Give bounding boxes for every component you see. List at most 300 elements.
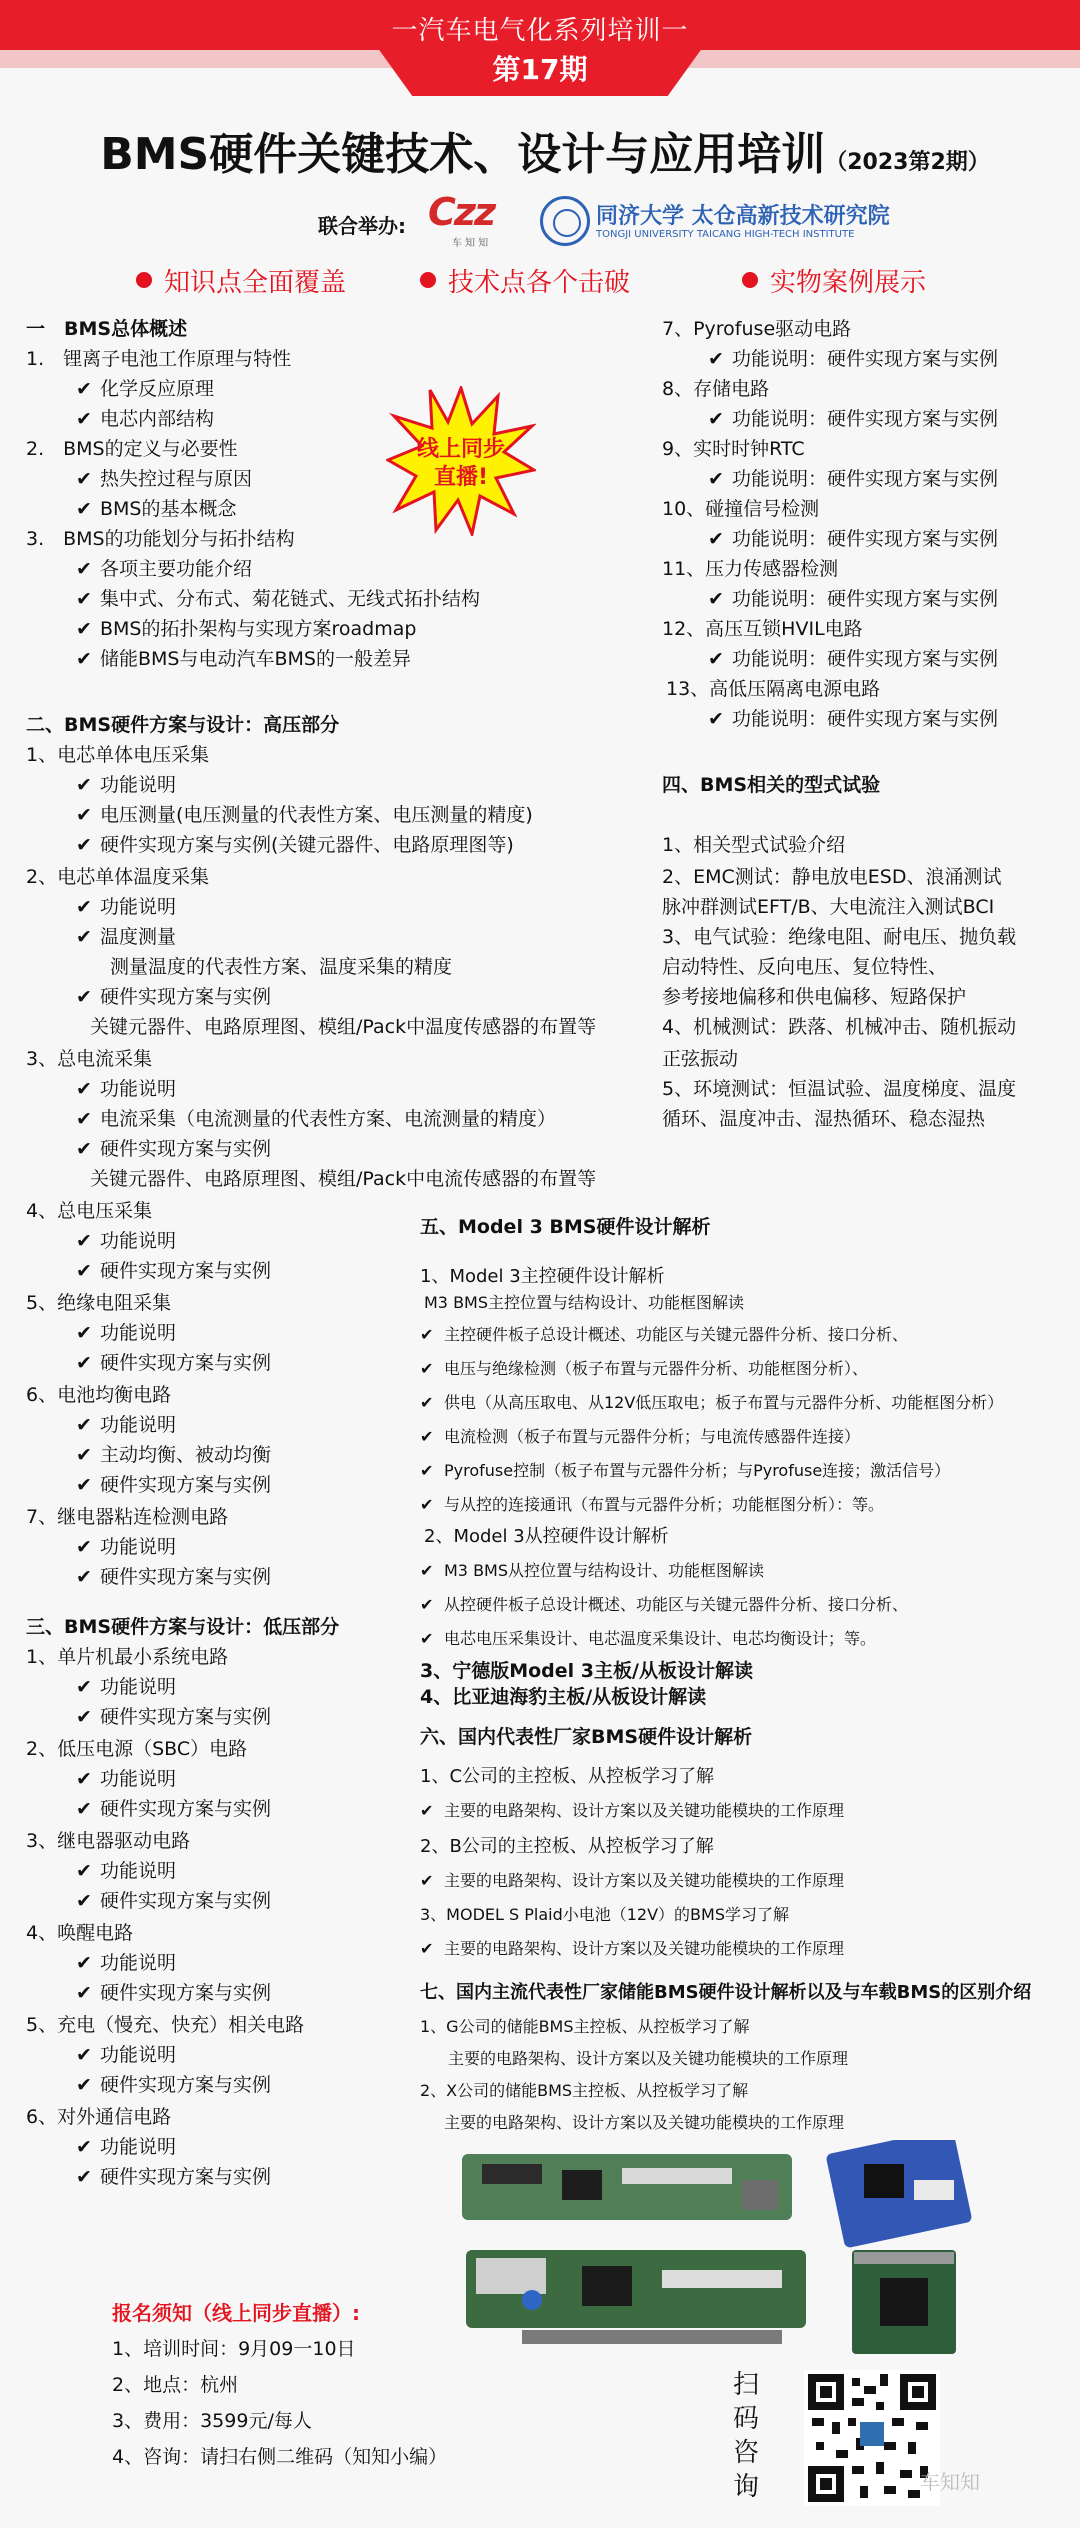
outline-line-text: 硬件实现方案与实例 (100, 1474, 272, 1496)
notice-title: 报名须知（线上同步直播）: (112, 2301, 360, 2325)
pcb-board-3 (466, 2250, 806, 2344)
outline-line (662, 956, 947, 978)
outline-line (420, 1324, 908, 1346)
outline-line (26, 1506, 228, 1528)
outline-line (76, 2166, 271, 2188)
outline-line-text: 温度测量 (100, 926, 177, 948)
outline-line-text: 脉冲群测试EFT/B、大电流注入测试BCI (662, 896, 995, 918)
outline-line (26, 1616, 339, 1638)
outline-line-text: 主控硬件板子总设计概述、功能区与关键元器件分析、接口分析、 (444, 1325, 909, 1344)
check-icon: ✔ (420, 1629, 434, 1648)
outline-line (708, 348, 998, 370)
outline-line-text: 5、环境测试：恒温试验、温度梯度、温度 (662, 1078, 1017, 1100)
series-title: 一汽车电气化系列培训一 (391, 16, 689, 46)
check-icon: ✔ (420, 1325, 434, 1344)
outline-line-text: Pyrofuse控制（板子布置与元器件分析；与Pyrofuse连接；激活信号） (444, 1461, 951, 1480)
outline-line (420, 1836, 714, 1858)
outline-line-text: 11、压力传感器检测 (662, 558, 839, 580)
outline-line (76, 1138, 271, 1160)
outline-line-text: 5、充电（慢充、快充）相关电路 (26, 2014, 305, 2036)
check-icon: ✔ (76, 1444, 92, 1466)
check-icon: ✔ (76, 1536, 92, 1558)
outline-line-text: 功能说明 (100, 1230, 177, 1252)
czz-logo-sub: 车 知 知 (451, 238, 489, 249)
outline-line-text: 硬件实现方案与实例 (100, 1890, 272, 1912)
outline-line-text: 2、低压电源（SBC）电路 (26, 1738, 248, 1760)
outline-line-text: 功能说明 (100, 896, 177, 918)
pcb-board-2 (825, 2140, 972, 2248)
outline-line-text: 6、电池均衡电路 (26, 1384, 172, 1406)
title-subtitle: （2023第2期） (825, 150, 990, 175)
check-icon: ✔ (76, 378, 92, 400)
check-icon: ✔ (76, 408, 92, 430)
outline-line (708, 588, 998, 610)
outline-line (420, 1726, 752, 1748)
check-icon: ✔ (76, 1860, 92, 1882)
check-icon: ✔ (76, 896, 92, 918)
outline-line (420, 1266, 665, 1288)
outline-line (708, 708, 998, 730)
outline-line-text: 10、碰撞信号检测 (662, 498, 820, 520)
outline-line-text: 二、BMS硬件方案与设计：高压部分 (26, 714, 340, 736)
outline-line (110, 956, 452, 978)
check-icon: ✔ (76, 1138, 92, 1160)
outline-line-text: 功能说明 (100, 1952, 177, 1974)
outline-line (708, 408, 998, 430)
outline-line (662, 896, 994, 918)
check-icon: ✔ (76, 2044, 92, 2066)
check-icon: ✔ (76, 834, 92, 856)
check-icon: ✔ (76, 558, 92, 580)
outline-line (26, 1292, 171, 1314)
outline-line-text: 电芯内部结构 (100, 408, 215, 430)
outline-line (76, 774, 176, 796)
outline-line-text: 1. 锂离子电池工作原理与特性 (26, 348, 292, 370)
outline-line (76, 558, 252, 580)
registration-notice (112, 2300, 447, 2470)
check-icon: ✔ (76, 2136, 92, 2158)
outline-line-text: 7、Pyrofuse驱动电路 (662, 318, 852, 340)
outline-line-text: 五、Model 3 BMS硬件设计解析 (420, 1216, 711, 1238)
outline-line (76, 1952, 176, 1974)
outline-line-text: 一 BMS总体概述 (26, 318, 188, 340)
scan-consult-text: 扫码咨询 (732, 2370, 759, 2502)
outline-line (76, 1706, 271, 1728)
outline-line (76, 1414, 176, 1436)
outline-line-text: 电压与绝缘检测（板子布置与元器件分析、功能框图分析）、 (444, 1359, 869, 1378)
starburst-badge (386, 386, 536, 536)
outline-line-text: 硬件实现方案与实例 (100, 1138, 272, 1160)
outline-line (76, 2074, 271, 2096)
outline-line (76, 1676, 176, 1698)
outline-line (662, 1078, 1016, 1100)
outline-line (76, 648, 411, 670)
outline-line (76, 498, 237, 520)
check-icon: ✔ (708, 408, 724, 430)
check-icon: ✔ (76, 498, 92, 520)
check-icon: ✔ (420, 1359, 434, 1378)
outline-line-text: 3、MODEL S Plaid小电池（12V）的BMS学习了解 (420, 1905, 789, 1924)
outline-line (76, 1536, 176, 1558)
outline-line (26, 348, 291, 370)
outline-line (76, 986, 271, 1008)
outline-line (76, 1108, 556, 1130)
outline-line (76, 1322, 176, 1344)
check-icon: ✔ (76, 588, 92, 610)
check-icon: ✔ (76, 1566, 92, 1588)
outline-line-text: 2、EMC测试：静电放电ESD、浪涌测试 (662, 866, 1002, 888)
outline-line (26, 528, 295, 550)
highlight-2: 技术点各个击破 (420, 262, 630, 299)
outline-line-text: 关键元器件、电路原理图、模组/Pack中电流传感器的布置等 (90, 1168, 597, 1190)
outline-line-text: 主要的电路架构、设计方案以及关键功能模块的工作原理 (444, 1939, 845, 1958)
outline-line (662, 438, 805, 460)
outline-line (76, 618, 416, 640)
outline-line (420, 1800, 844, 1822)
outline-line-text: 关键元器件、电路原理图、模组/Pack中温度传感器的布置等 (90, 1016, 597, 1038)
outline-line (26, 1738, 247, 1760)
outline-line (662, 378, 769, 400)
outline-line-text: 硬件实现方案与实例 (100, 1352, 272, 1374)
outline-line (708, 468, 998, 490)
outline-line-text: 功能说明：硬件实现方案与实例 (732, 528, 999, 550)
outline-line (26, 866, 209, 888)
outline-line-text: 功能说明 (100, 1322, 177, 1344)
outline-line (420, 2080, 748, 2102)
check-icon: ✔ (420, 1393, 434, 1412)
outline-line (420, 1766, 714, 1788)
outline-line (662, 618, 863, 640)
outline-line-text: 三、BMS硬件方案与设计：低压部分 (26, 1616, 340, 1638)
outline-line-text: 启动特性、反向电压、复位特性、 (662, 956, 948, 978)
outline-line-text: 测量温度的代表性方案、温度采集的精度 (110, 956, 453, 978)
notice-contact: 4、咨询：请扫右侧二维码（知知小编） (112, 2446, 448, 2468)
issue-number: 第17期 (492, 53, 588, 86)
check-icon: ✔ (76, 1890, 92, 1912)
check-icon: ✔ (420, 1561, 434, 1580)
outline-line (76, 588, 480, 610)
czz-logo (428, 192, 512, 248)
outline-line-text: 功能说明 (100, 1860, 177, 1882)
live-badge-line1: 线上同步 (416, 437, 506, 462)
outline-line-text: 功能说明 (100, 774, 177, 796)
outline-line (666, 678, 880, 700)
outline-line-text: 2、X公司的储能BMS主控板、从控板学习了解 (420, 2081, 749, 2100)
outline-line-text: 2、Model 3从控硬件设计解析 (424, 1526, 669, 1547)
tongji-name-cn: 同济大学 太仓高新技术研究院 (596, 204, 890, 229)
outline-line (76, 1444, 271, 1466)
outline-line (420, 1660, 753, 1682)
outline-line (76, 1078, 176, 1100)
outline-line-text: M3 BMS从控位置与结构设计、功能框图解读 (444, 1561, 765, 1580)
check-icon: ✔ (76, 468, 92, 490)
outline-line-text: 3、继电器驱动电路 (26, 1830, 191, 1852)
outline-line (26, 1922, 133, 1944)
outline-line (76, 804, 533, 826)
outline-line (76, 2044, 176, 2066)
check-icon: ✔ (420, 1595, 434, 1614)
outline-line-text: 硬件实现方案与实例 (100, 986, 272, 1008)
outline-line-text: 电流采集（电流测量的代表性方案、电流测量的精度） (100, 1108, 557, 1130)
check-icon: ✔ (76, 2166, 92, 2188)
outline-line-text: 8、存储电路 (662, 378, 770, 400)
outline-line-text: 各项主要功能介绍 (100, 558, 253, 580)
outline-line (26, 438, 238, 460)
check-icon: ✔ (708, 468, 724, 490)
check-icon: ✔ (420, 1871, 434, 1890)
check-icon: ✔ (76, 926, 92, 948)
outline-line-text: 功能说明 (100, 2136, 177, 2158)
outline-line (420, 1426, 860, 1448)
notice-fee: 3、费用：3599元/每人 (112, 2410, 312, 2432)
outline-line-text: 硬件实现方案与实例(关键元器件、电路原理图等) (100, 834, 514, 856)
outline-line (76, 1798, 271, 1820)
outline-line (76, 2136, 176, 2158)
outline-line-text: 硬件实现方案与实例 (100, 1798, 272, 1820)
check-icon: ✔ (708, 348, 724, 370)
outline-line-text: 2、B公司的主控板、从控板学习了解 (420, 1836, 714, 1857)
outline-line-text: 参考接地偏移和供电偏移、短路保护 (662, 986, 967, 1008)
outline-line-text: 7、继电器粘连检测电路 (26, 1506, 229, 1528)
outline-line-text: 储能BMS与电动汽车BMS的一般差异 (100, 648, 411, 670)
highlight-1: 知识点全面覆盖 (136, 262, 346, 299)
outline-line-text: 功能说明 (100, 1078, 177, 1100)
check-icon: ✔ (76, 1676, 92, 1698)
outline-line-text: BMS的基本概念 (100, 498, 237, 520)
outline-line-text: 电流检测（板子布置与元器件分析；与电流传感器件连接） (444, 1427, 861, 1446)
outline-line-text: 电压测量(电压测量的代表性方案、电压测量的精度) (100, 804, 533, 826)
outline-line-text: 主要的电路架构、设计方案以及关键功能模块的工作原理 (444, 1871, 845, 1890)
outline-line-text: 主动均衡、被动均衡 (100, 1444, 272, 1466)
check-icon: ✔ (76, 1260, 92, 1282)
outline-line-text: 1、单片机最小系统电路 (26, 1646, 229, 1668)
outline-line-text: 功能说明：硬件实现方案与实例 (732, 468, 999, 490)
outline-line-text: 1、Model 3主控硬件设计解析 (420, 1266, 665, 1287)
live-badge-line2: 直播! (433, 465, 489, 490)
check-icon: ✔ (76, 1706, 92, 1728)
outline-line (420, 1870, 844, 1892)
bullet-dot-icon (136, 272, 152, 288)
outline-line (76, 378, 214, 400)
check-icon: ✔ (76, 774, 92, 796)
outline-line-text: 集中式、分布式、菊花链式、无线式拓扑结构 (100, 588, 481, 610)
check-icon: ✔ (420, 1939, 434, 1958)
outline-line-text: 1、G公司的储能BMS主控板、从控板学习了解 (420, 2017, 750, 2036)
outline-line (26, 1200, 152, 1222)
outline-line-text: 9、实时时钟RTC (662, 438, 805, 460)
outline-line (420, 1686, 706, 1708)
outline-line (26, 744, 209, 766)
outline-line-text: 功能说明 (100, 1536, 177, 1558)
outline-line (420, 1392, 1003, 1414)
outline-line-text: 从控硬件板子总设计概述、功能区与关键元器件分析、接口分析、 (444, 1595, 909, 1614)
check-icon: ✔ (708, 708, 724, 730)
outline-line (76, 1230, 176, 1252)
outline-line-text: 功能说明：硬件实现方案与实例 (732, 588, 999, 610)
outline-line-text: 4、机械测试：跌落、机械冲击、随机振动 (662, 1016, 1017, 1038)
outline-line (76, 1352, 271, 1374)
organizers-label: 联合举办: (318, 214, 406, 238)
outline-line (420, 1938, 844, 1960)
outline-line (662, 1048, 738, 1070)
watermark-text: 车知知 (920, 2470, 980, 2494)
outline-line (26, 2014, 304, 2036)
check-icon: ✔ (76, 2074, 92, 2096)
check-icon: ✔ (708, 588, 724, 610)
highlight-3: 实物案例展示 (742, 262, 926, 299)
check-icon: ✔ (420, 1801, 434, 1820)
outline-line-text: 3、总电流采集 (26, 1048, 153, 1070)
outline-line-text: M3 BMS主控位置与结构设计、功能框图解读 (424, 1293, 745, 1312)
outline-line-text: 4、总电压采集 (26, 1200, 153, 1222)
outline-line (420, 1904, 789, 1926)
outline-line (662, 866, 1001, 888)
czz-logo-mark: Czz (428, 190, 495, 234)
outline-line-text: 13、高低压隔离电源电路 (666, 678, 881, 700)
outline-line-text: 主要的电路架构、设计方案以及关键功能模块的工作原理 (444, 1801, 845, 1820)
outline-line-text: 功能说明 (100, 1676, 177, 1698)
outline-line-text: 硬件实现方案与实例 (100, 1706, 272, 1728)
outline-line-text: 七、国内主流代表性厂家储能BMS硬件设计解析以及与车载BMS的区别介绍 (420, 1982, 1032, 2003)
outline-line-text: 硬件实现方案与实例 (100, 1566, 272, 1588)
outline-line (420, 1560, 764, 1582)
outline-line-text: 功能说明：硬件实现方案与实例 (732, 708, 999, 730)
pcb-board-1 (462, 2154, 792, 2220)
outline-line-text: 功能说明 (100, 1414, 177, 1436)
outline-line-text: 主要的电路架构、设计方案以及关键功能模块的工作原理 (448, 2049, 849, 2068)
outline-line-text: 2、电芯单体温度采集 (26, 866, 210, 888)
notice-location: 2、地点：杭州 (112, 2374, 239, 2396)
outline-line-text: 热失控过程与原因 (100, 468, 253, 490)
outline-line-text: 功能说明：硬件实现方案与实例 (732, 408, 999, 430)
check-icon: ✔ (76, 1798, 92, 1820)
outline-line-text: 功能说明 (100, 1768, 177, 1790)
outline-line (26, 1048, 152, 1070)
check-icon: ✔ (76, 1952, 92, 1974)
outline-line (662, 318, 851, 340)
outline-line (76, 1260, 271, 1282)
check-icon: ✔ (76, 1108, 92, 1130)
check-icon: ✔ (76, 1474, 92, 1496)
check-icon: ✔ (420, 1495, 434, 1514)
bullet-dot-icon (420, 272, 436, 288)
outline-line (90, 1168, 596, 1190)
outline-line-text: 硬件实现方案与实例 (100, 2166, 272, 2188)
outline-line-text: 功能说明：硬件实现方案与实例 (732, 348, 999, 370)
outline-line (26, 714, 339, 736)
outline-line-text: BMS的拓扑架构与实现方案roadmap (100, 618, 417, 640)
outline-line (76, 1566, 271, 1588)
outline-line (662, 926, 1016, 948)
outline-line (708, 528, 998, 550)
outline-line-text: 电芯电压采集设计、电芯温度采集设计、电芯均衡设计；等。 (444, 1629, 877, 1648)
check-icon: ✔ (76, 1982, 92, 2004)
outline-line-text: 循环、温度冲击、湿热循环、稳态湿热 (662, 1108, 986, 1130)
check-icon: ✔ (76, 618, 92, 640)
check-icon: ✔ (420, 1427, 434, 1446)
check-icon: ✔ (76, 986, 92, 1008)
check-icon: ✔ (76, 1078, 92, 1100)
outline-line (448, 2048, 848, 2070)
outline-line-text: 供电（从高压取电、从12V低压取电；板子布置与元器件分析、功能框图分析） (444, 1393, 1004, 1412)
outline-line (76, 896, 176, 918)
main-title-text: BMS硬件关键技术、设计与应用培训 (100, 129, 826, 180)
outline-line (76, 1860, 176, 1882)
outline-line (420, 2016, 750, 2038)
outline-line (424, 1292, 744, 1314)
outline-line-text: 4、唤醒电路 (26, 1922, 134, 1944)
outline-line (662, 558, 838, 580)
outline-line (26, 1646, 228, 1668)
outline-line (90, 1016, 596, 1038)
check-icon: ✔ (708, 528, 724, 550)
check-icon: ✔ (708, 648, 724, 670)
outline-line-text: 3. BMS的功能划分与拓扑结构 (26, 528, 295, 550)
outline-line (420, 1628, 876, 1650)
outline-line-text: 3、电气试验：绝缘电阻、耐电压、抛负载 (662, 926, 1017, 948)
outline-line (76, 1474, 271, 1496)
outline-line-text: 主要的电路架构、设计方案以及关键功能模块的工作原理 (444, 2113, 845, 2132)
outline-line (420, 1494, 884, 1516)
outline-line-text: 与从控的连接通讯（布置与元器件分析；功能框图分析）：等。 (444, 1495, 885, 1514)
outline-line (424, 1526, 669, 1548)
check-icon: ✔ (76, 1768, 92, 1790)
outline-line (26, 1384, 171, 1406)
outline-line (76, 834, 514, 856)
header-banner (0, 0, 1080, 96)
outline-line (76, 926, 176, 948)
check-icon: ✔ (76, 1414, 92, 1436)
outline-line-text: 六、国内代表性厂家BMS硬件设计解析 (420, 1726, 753, 1748)
check-icon: ✔ (76, 804, 92, 826)
outline-line (444, 2112, 844, 2134)
page-title (40, 118, 1050, 182)
outline-line-text: 硬件实现方案与实例 (100, 1982, 272, 2004)
outline-line-text: 2. BMS的定义与必要性 (26, 438, 238, 460)
outline-line (662, 1016, 1016, 1038)
outline-line (662, 986, 966, 1008)
outline-line (76, 1890, 271, 1912)
check-icon: ✔ (420, 1461, 434, 1480)
outline-line-text: 4、比亚迪海豹主板/从板设计解读 (420, 1686, 707, 1708)
outline-line (76, 1768, 176, 1790)
check-icon: ✔ (76, 648, 92, 670)
outline-line (420, 1982, 1031, 2004)
outline-line (662, 834, 845, 856)
outline-line (420, 1460, 950, 1482)
outline-line (420, 1358, 868, 1380)
outline-line (26, 2106, 171, 2128)
bullet-dot-icon (742, 272, 758, 288)
outline-line (76, 1982, 271, 2004)
pcb-board-4 (852, 2250, 956, 2354)
outline-line-text: 3、宁德版Model 3主板/从板设计解读 (420, 1660, 753, 1682)
outline-line-text: 1、C公司的主控板、从控板学习了解 (420, 1766, 715, 1787)
outline-line (662, 1108, 985, 1130)
outline-line (76, 468, 252, 490)
check-icon: ✔ (76, 1352, 92, 1374)
outline-line-text: 1、电芯单体电压采集 (26, 744, 210, 766)
outline-line (708, 648, 998, 670)
outline-line (26, 318, 187, 340)
outline-line-text: 12、高压互锁HVIL电路 (662, 618, 863, 640)
outline-line-text: 化学反应原理 (100, 378, 215, 400)
outline-line (662, 774, 880, 796)
outline-line-text: 功能说明：硬件实现方案与实例 (732, 648, 999, 670)
outline-line (420, 1216, 710, 1238)
outline-line-text: 1、相关型式试验介绍 (662, 834, 846, 856)
outline-line (662, 498, 819, 520)
